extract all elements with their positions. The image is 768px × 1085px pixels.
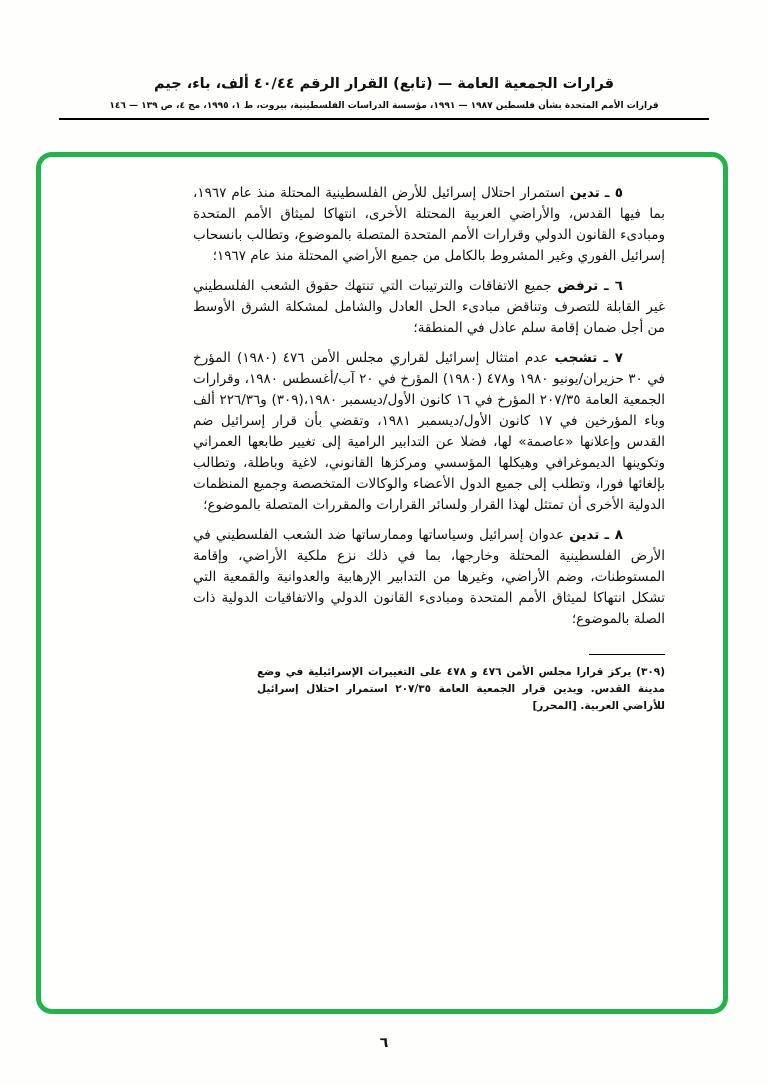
document-header (0, 0, 768, 120)
page-title: قرارات الجمعية العامة — (تابع) القرار الرقم ٤٠/٤٤ ألف، باء، جيم (153, 76, 615, 92)
paragraph-7 (193, 348, 665, 516)
paragraph-number: ٨ ـ (604, 527, 623, 543)
paragraph-lead-word: تشجب (554, 350, 598, 366)
paragraph-5 (193, 183, 665, 267)
paragraph-text: استمرار احتلال إسرائيل للأرض الفلسطينية المحتلة منذ عام ١٩٦٧، بما فيها القدس، والأراضي العربية المحتلة الأخرى، انتهاكا لميثاق الأمم المتحدة ومبادىء القانون الدولي وقرارات الأمم المتحدة المتصلة بالموضوع، وتطالب بانسحاب إسرائيل الفوري وغير المشروط بالكامل من جميع الأراضي المحتلة منذ عام ١٩٦٧؛ (193, 185, 665, 264)
footnote-text: (٣٠٩) يركز قرارا مجلس الأمن ٤٧٦ و ٤٧٨ على التغييرات الإسرائيلية في وضع مدينة القدس. ويدين قرار الجمعية العامة ٢٠٧/٣٥ استمرار احتلال إسرائيل للأراضي العربية. [المحرر] (257, 666, 665, 712)
content-frame (36, 152, 728, 1014)
paragraph-number: ٧ ـ (603, 350, 623, 366)
paragraph-lead-word: تدين (569, 185, 600, 201)
paragraph-lead-word: تدين (569, 527, 600, 543)
resolution-text-block (193, 183, 665, 715)
page-number: ٦ (379, 1035, 389, 1051)
footnote-divider (589, 654, 665, 655)
paragraph-number: ٦ ـ (603, 278, 624, 294)
header-divider (59, 118, 709, 120)
paragraph-6 (193, 276, 665, 339)
paragraph-text: عدم امتثال إسرائيل لقراري مجلس الأمن ٤٧٦ (١٩٨٠) المؤرخ في ٣٠ حزيران/يونيو ١٩٨٠ و٤٧٨ (١٩٨٠) المؤرخ في ٢٠ آب/أغسطس ١٩٨٠، وقرارات الجمعية العامة ٢٠٧/٣٥ المؤرخ في ١٦ كانون الأول/ديسمبر ١٩٨٠،(٣٠٩) و٢٢٦/٣٦ ألف وباء المؤرخين في ١٧ كانون الأول/ديسمبر ١٩٨١، وتقضي بأن قرار إسرائيل ضم القدس وإعلانها «عاصمة» لها، فضلا عن التدابير الرامية إلى تغيير طابعها العمراني وتكوينها الديموغرافي وهيكلها المؤسسي ومركزها القانوني، لاغية وباطلة، وتطالب بإلغائها فورا، وتطلب إلى جميع الدول الأعضاء والوكالات المتخصصة وجميع المنظمات الدولية الأخرى أن تمتثل لهذا القرار ولسائر القرارات والمقررات المتصلة بالموضوع؛ (193, 350, 666, 513)
paragraph-text: عدوان إسرائيل وسياساتها وممارساتها ضد الشعب الفلسطيني في الأرض الفلسطينية المحتلة وخارجها، بما في ذلك نزع ملكية الأراضي، وإقامة المستوطنات، وضم الأراضي، وغيرها من التدابير الإرهابية والعدوانية والقمعية التي تشكل انتهاكا لميثاق الأمم المتحدة ومبادىء القانون الدولي والاتفاقيات الدولية ذات الصلة بالموضوع؛ (193, 527, 665, 627)
paragraph-number: ٥ ـ (604, 185, 623, 201)
footnote (257, 654, 665, 715)
source-citation-line: قرارات الأمم المتحدة بشأن فلسطين ١٩٨٧ — ١٩٩١، مؤسسة الدراسات الفلسطينية، بيروت، ط ١، ١٩٩٥، مج ٤، ص ١٣٩ — ١٤٦ (109, 101, 659, 111)
paragraph-lead-word: ترفض (557, 278, 599, 294)
paragraph-text: جميع الاتفاقات والترتيبات التي تنتهك حقوق الشعب الفلسطيني غير القابلة للتصرف وتناقض مبادىء الحل العادل والشامل لمشكلة الشرق الأوسط من أجل ضمان إقامة سلم عادل في المنطقة؛ (193, 278, 665, 336)
paragraph-8 (193, 525, 665, 630)
